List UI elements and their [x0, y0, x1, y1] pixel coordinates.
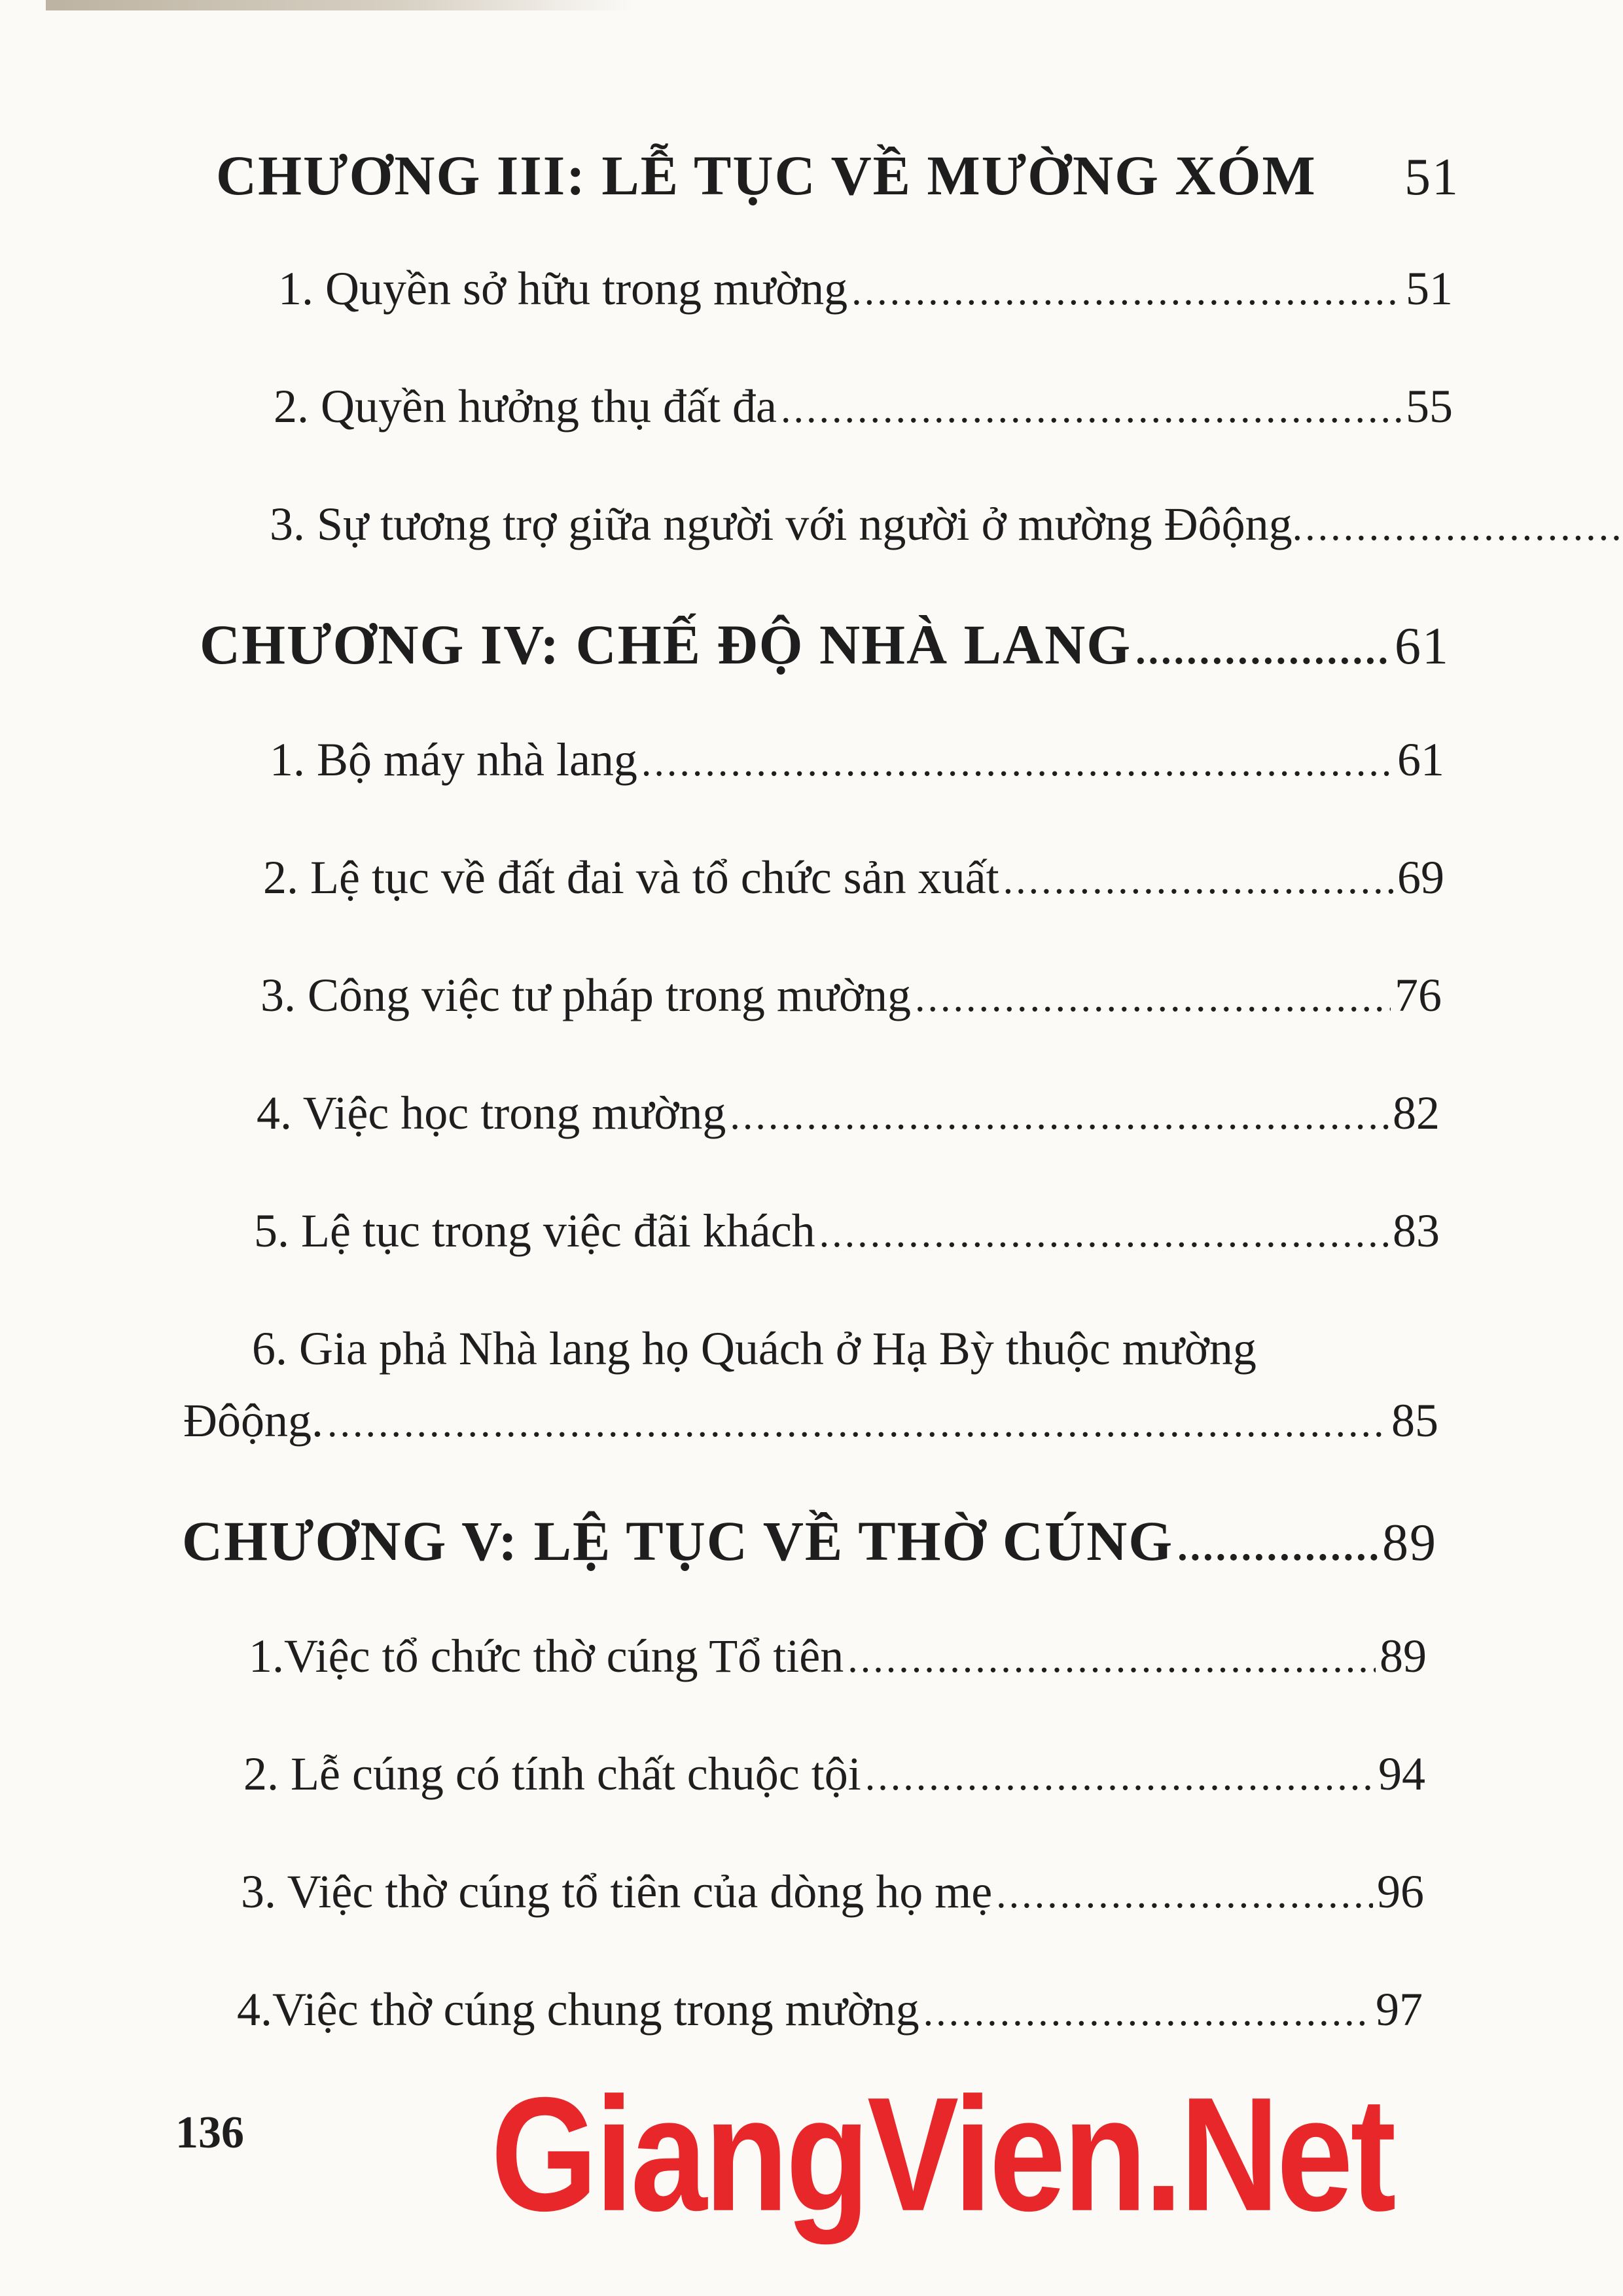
item-page: 94: [1378, 1748, 1425, 1800]
item-label: 2. Lễ cúng có tính chất chuộc tội: [243, 1748, 861, 1800]
toc-item[interactable]: [254, 1204, 1440, 1258]
dot-leader: [819, 1210, 1389, 1257]
item-label: Đôộng.: [183, 1394, 323, 1447]
dot-leader: [730, 1093, 1389, 1139]
item-page: 69: [1397, 851, 1444, 904]
toc-chapter-3[interactable]: [216, 143, 1459, 208]
dot-leader: [1135, 627, 1391, 674]
item-label: 4. Việc học trong mường: [257, 1087, 726, 1139]
toc-chapter-4[interactable]: [200, 612, 1450, 677]
watermark-logo: GiangVien.Net: [491, 2063, 1394, 2245]
item-page: 61: [1397, 733, 1444, 786]
chapter-title: CHƯƠNG V: LỆ TỤC VỀ THỜ CÚNG: [182, 1510, 1174, 1572]
item-label: 2. Lệ tục về đất đai và tổ chức sản xuất: [263, 851, 999, 904]
chapter-page: 61: [1395, 618, 1450, 675]
toc-item[interactable]: [278, 262, 1453, 316]
toc-item[interactable]: [183, 1394, 1438, 1448]
page-edge-shadow: [46, 0, 635, 10]
toc-item[interactable]: [237, 1983, 1423, 2037]
item-page: 85: [1391, 1394, 1438, 1447]
chapter-page: 51: [1404, 149, 1459, 206]
item-label: 1. Quyền sở hữu trong mường: [278, 262, 848, 315]
toc-item[interactable]: [263, 851, 1444, 905]
toc-item[interactable]: [270, 497, 1453, 552]
item-page: 97: [1376, 1983, 1423, 2036]
toc-chapter-5[interactable]: [182, 1508, 1437, 1574]
item-label: 3. Sự tương trợ giữa người với người ở mường Đôộng: [270, 498, 1293, 550]
item-page: 96: [1377, 1865, 1424, 1918]
item-page: 89: [1380, 1630, 1427, 1682]
chapter-title: CHƯƠNG III: LỄ TỤC VỀ MƯỜNG XÓM: [216, 144, 1317, 207]
item-page: 83: [1393, 1205, 1440, 1257]
item-label: 2. Quyền hưởng thụ đất đa: [274, 380, 777, 433]
item-label: 5. Lệ tục trong việc đãi khách: [254, 1205, 815, 1257]
dot-leader: [923, 1989, 1372, 2036]
item-page: 55: [1406, 380, 1453, 433]
toc-item[interactable]: [274, 380, 1453, 434]
item-page: 51: [1406, 262, 1453, 315]
dot-leader: [1177, 1524, 1378, 1570]
dot-leader: [641, 739, 1393, 786]
chapter-page: 89: [1382, 1514, 1437, 1572]
item-label: 3. Việc thờ cúng tổ tiên của dòng họ mẹ: [241, 1865, 993, 1918]
dot-leader: [1003, 857, 1393, 904]
dot-leader: [1293, 504, 1623, 550]
item-page: 82: [1393, 1087, 1440, 1139]
toc-item[interactable]: [270, 733, 1444, 787]
item-label: 1.Việc tổ chức thờ cúng Tổ tiên: [249, 1630, 844, 1682]
dot-leader: [865, 1754, 1374, 1800]
item-label: 1. Bộ máy nhà lang: [270, 733, 637, 786]
toc-item[interactable]: [249, 1629, 1427, 1684]
item-label: 3. Công việc tư pháp trong mường: [260, 969, 912, 1021]
toc-item-line1: 6. Gia phả Nhà lang họ Quách ở Hạ Bỳ thuộc mường: [252, 1322, 1257, 1375]
page-number: 136: [175, 2108, 244, 2158]
item-page: 76: [1395, 969, 1442, 1021]
chapter-title: CHƯƠNG IV: CHẾ ĐỘ NHÀ LANG: [200, 613, 1132, 676]
toc-item[interactable]: [257, 1086, 1440, 1140]
dot-leader: [996, 1871, 1373, 1918]
item-label: 4.Việc thờ cúng chung trong mường: [237, 1983, 919, 2036]
dot-leader: [851, 268, 1402, 315]
toc-item[interactable]: [241, 1865, 1424, 1919]
toc-item[interactable]: [243, 1747, 1425, 1801]
dot-leader: [327, 1400, 1387, 1447]
dot-leader: [915, 975, 1391, 1021]
dot-leader: [781, 386, 1402, 433]
toc-item[interactable]: [260, 968, 1442, 1023]
dot-leader: [847, 1636, 1376, 1682]
